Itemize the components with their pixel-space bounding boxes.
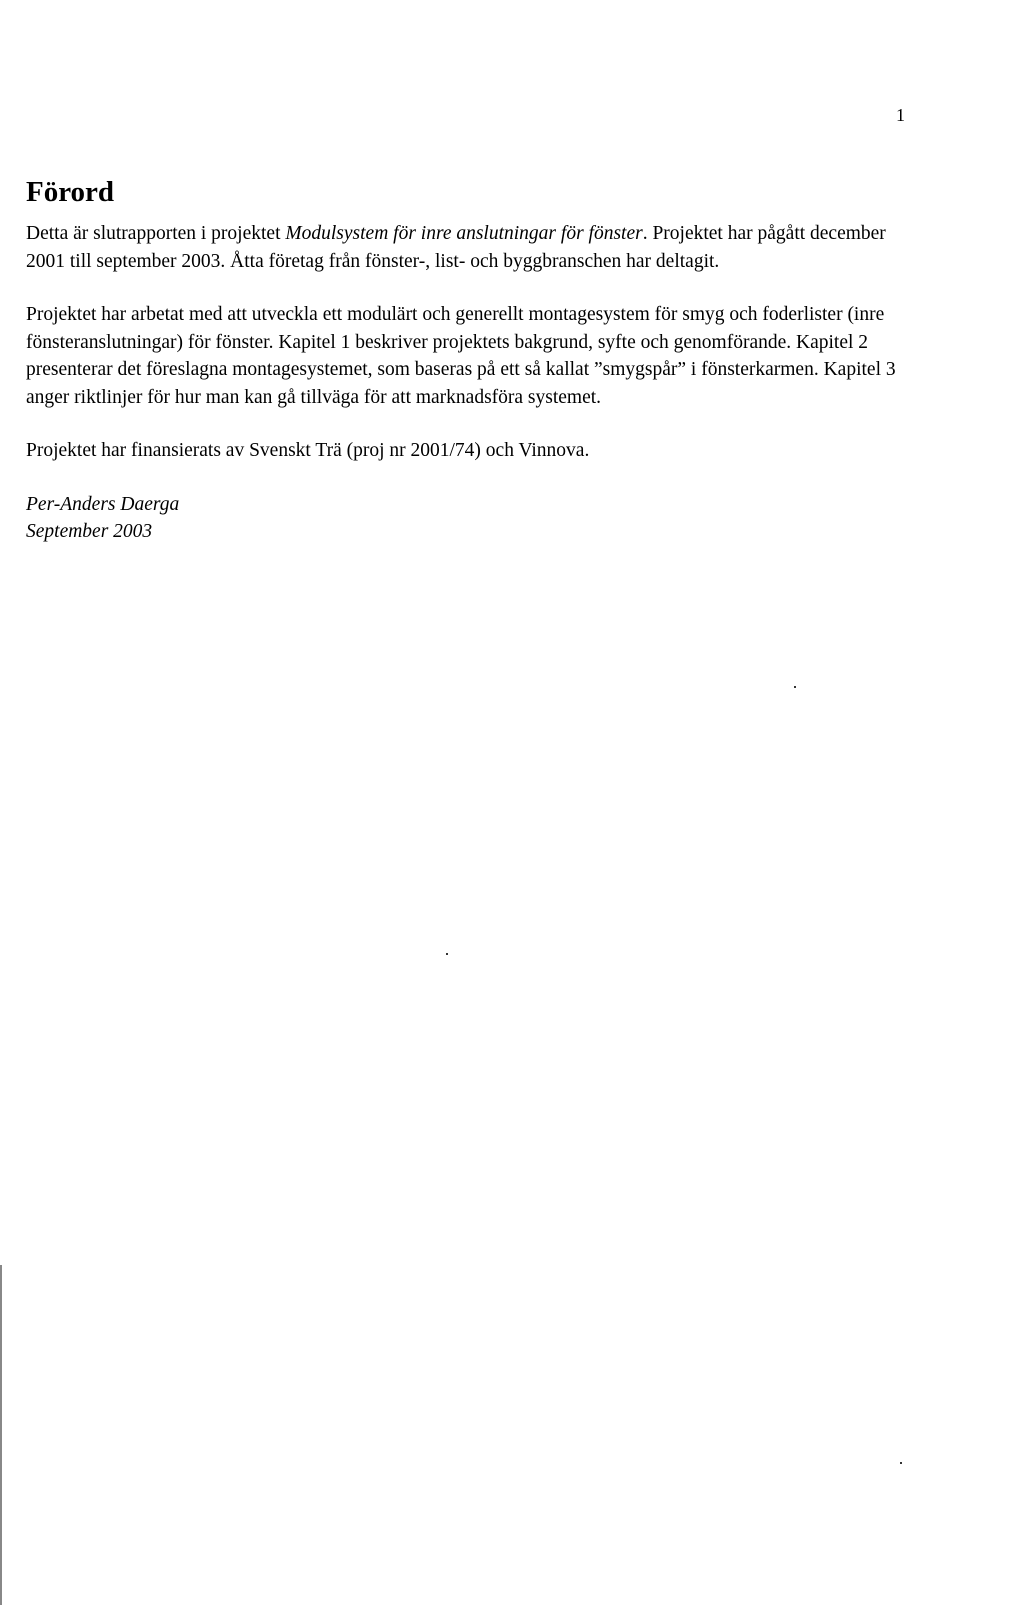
paragraph-intro	[26, 220, 926, 275]
signature-date: September 2003	[26, 521, 153, 542]
scan-speck	[794, 686, 796, 688]
paragraph-funding: Projektet har finansierats av Svenskt Trä (proj nr 2001/74) och Vinnova.	[26, 440, 590, 461]
project-title: Modulsystem för inre anslutningar för fönster	[285, 223, 643, 244]
preface-section	[26, 174, 926, 546]
scan-speck	[900, 1462, 902, 1464]
scan-speck	[446, 953, 448, 955]
paragraph-scope: Projektet har arbetat med att utveckla ett modulärt och generellt montagesystem för smyg och foderlister (inre fönsteranslutningar) för fönster. Kapitel 1 beskriver projektets bakgrund, syfte och genomförande. Kapitel 2 presenterar det föreslagna montagesystemet, som baseras på ett så kallat ”smygspår” i fönsterkarmen. Kapitel 3 anger riktlinjer för hur man kan gå tillväga för att marknadsföra systemet.	[26, 304, 896, 408]
page-title: Förord	[26, 176, 115, 208]
paragraph-intro-rest: . Projektet har pågått december 2001 till september 2003. Åtta företag från fönster-, list- och byggbranschen har deltagit.	[26, 223, 886, 272]
signature-author: Per-Anders Daerga	[26, 493, 180, 515]
paragraph-intro-lead: Detta är slutrapporten i projektet	[26, 223, 286, 244]
scan-edge-mark	[0, 1265, 2, 1605]
page-number: 1	[896, 105, 905, 125]
